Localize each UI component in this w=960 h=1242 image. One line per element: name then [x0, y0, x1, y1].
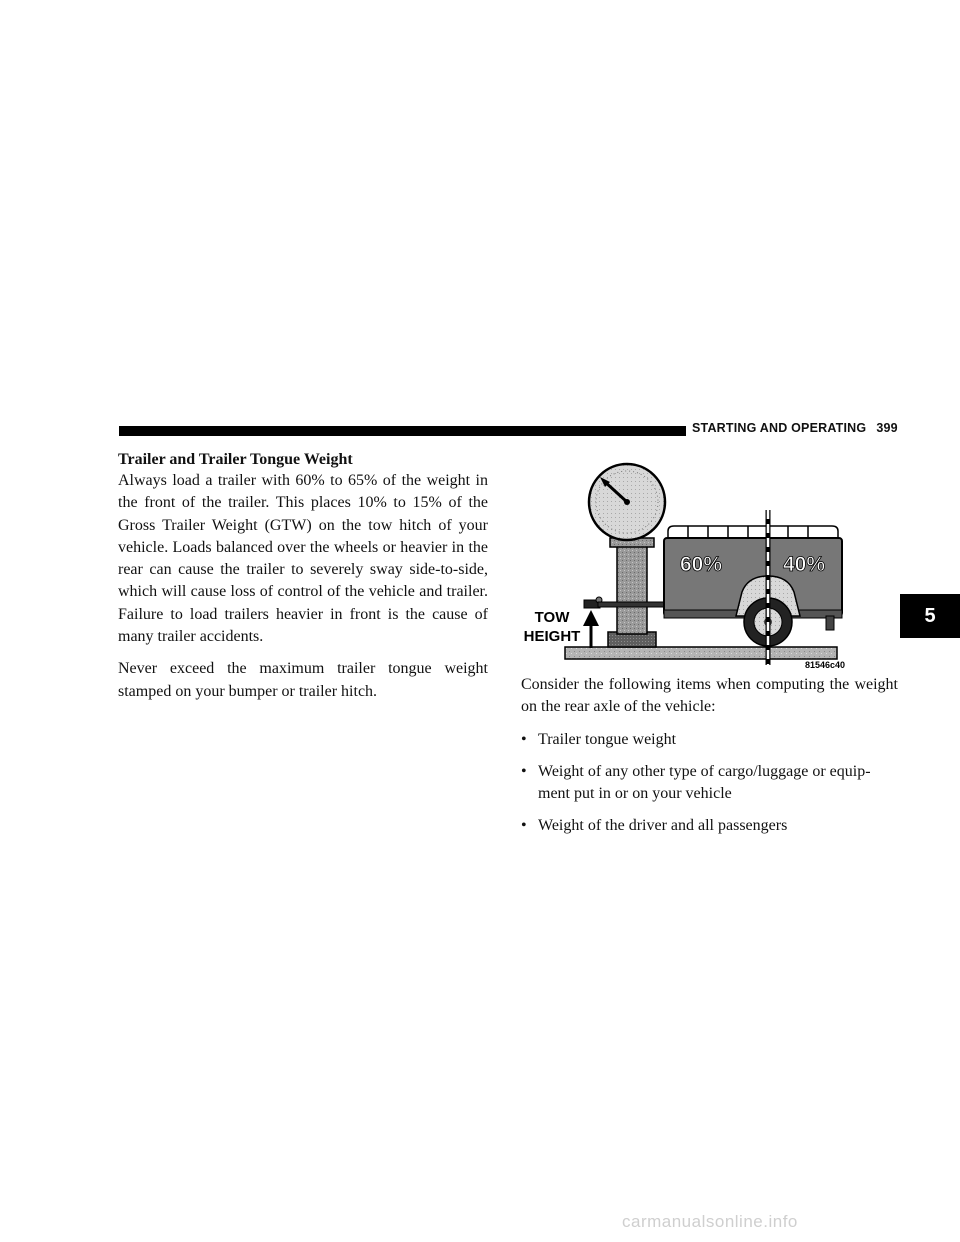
list-item	[521, 815, 898, 837]
list-item-text: Weight of any other type of cargo/luggage or equip-ment put in or on your vehicle	[538, 762, 871, 803]
paragraph-load-distribution: Always load a trailer with 60% to 65% of the weight in the front of the trailer. This places 10% to 15% of the Gross Trailer Weight (GTW) on the tow hitch of your vehicle. Loads balanced over the wheels or heavier in the rear can cause the trailer to severely sway side-to-side, which will cause loss of control of the vehicle and trailer. Failure to load trailers heavier in front is the cause of many trailer accidents.	[118, 472, 488, 646]
front-weight-label: 60%	[680, 553, 723, 576]
trailer-scale-illustration	[518, 460, 848, 675]
rear-axle-items	[521, 729, 898, 838]
list-item-text: Trailer tongue weight	[538, 730, 677, 748]
tow-label: TOW	[534, 609, 570, 626]
needle-pivot	[624, 499, 630, 505]
header-rule	[119, 426, 686, 436]
trailer-weight-figure	[518, 460, 848, 675]
height-label: HEIGHT	[523, 628, 581, 645]
ground-strip	[565, 647, 837, 659]
figure-code: 81546c40	[804, 660, 845, 670]
scale-column	[617, 544, 647, 634]
bullet-marker: •	[521, 730, 527, 748]
page-number: 399	[876, 421, 898, 435]
cargo-rail	[668, 526, 838, 538]
list-item-text: Weight of the driver and all passengers	[538, 817, 788, 835]
running-header	[692, 421, 898, 435]
header-section-title: STARTING AND OPERATING	[692, 421, 867, 435]
list-item	[521, 729, 898, 751]
paragraph-tongue-weight-limit: Never exceed the maximum trailer tongue weight stamped on your bumper or trailer hitch.	[118, 660, 488, 700]
bullet-marker: •	[521, 817, 527, 835]
left-column	[118, 449, 488, 713]
watermark: carmanualsonline.info	[622, 1212, 798, 1231]
section-heading: Trailer and Trailer Tongue Weight	[118, 451, 353, 468]
rear-axle-intro: Consider the following items when computing the weight on the rear axle of the vehicle:	[521, 676, 898, 716]
list-item	[521, 761, 898, 806]
rear-stand	[826, 616, 834, 630]
right-column	[521, 674, 898, 848]
rear-weight-label: 40%	[783, 553, 826, 576]
chapter-tab: 5	[900, 594, 960, 638]
bullet-marker: •	[521, 762, 527, 780]
tow-height-arrow-head	[583, 610, 599, 626]
